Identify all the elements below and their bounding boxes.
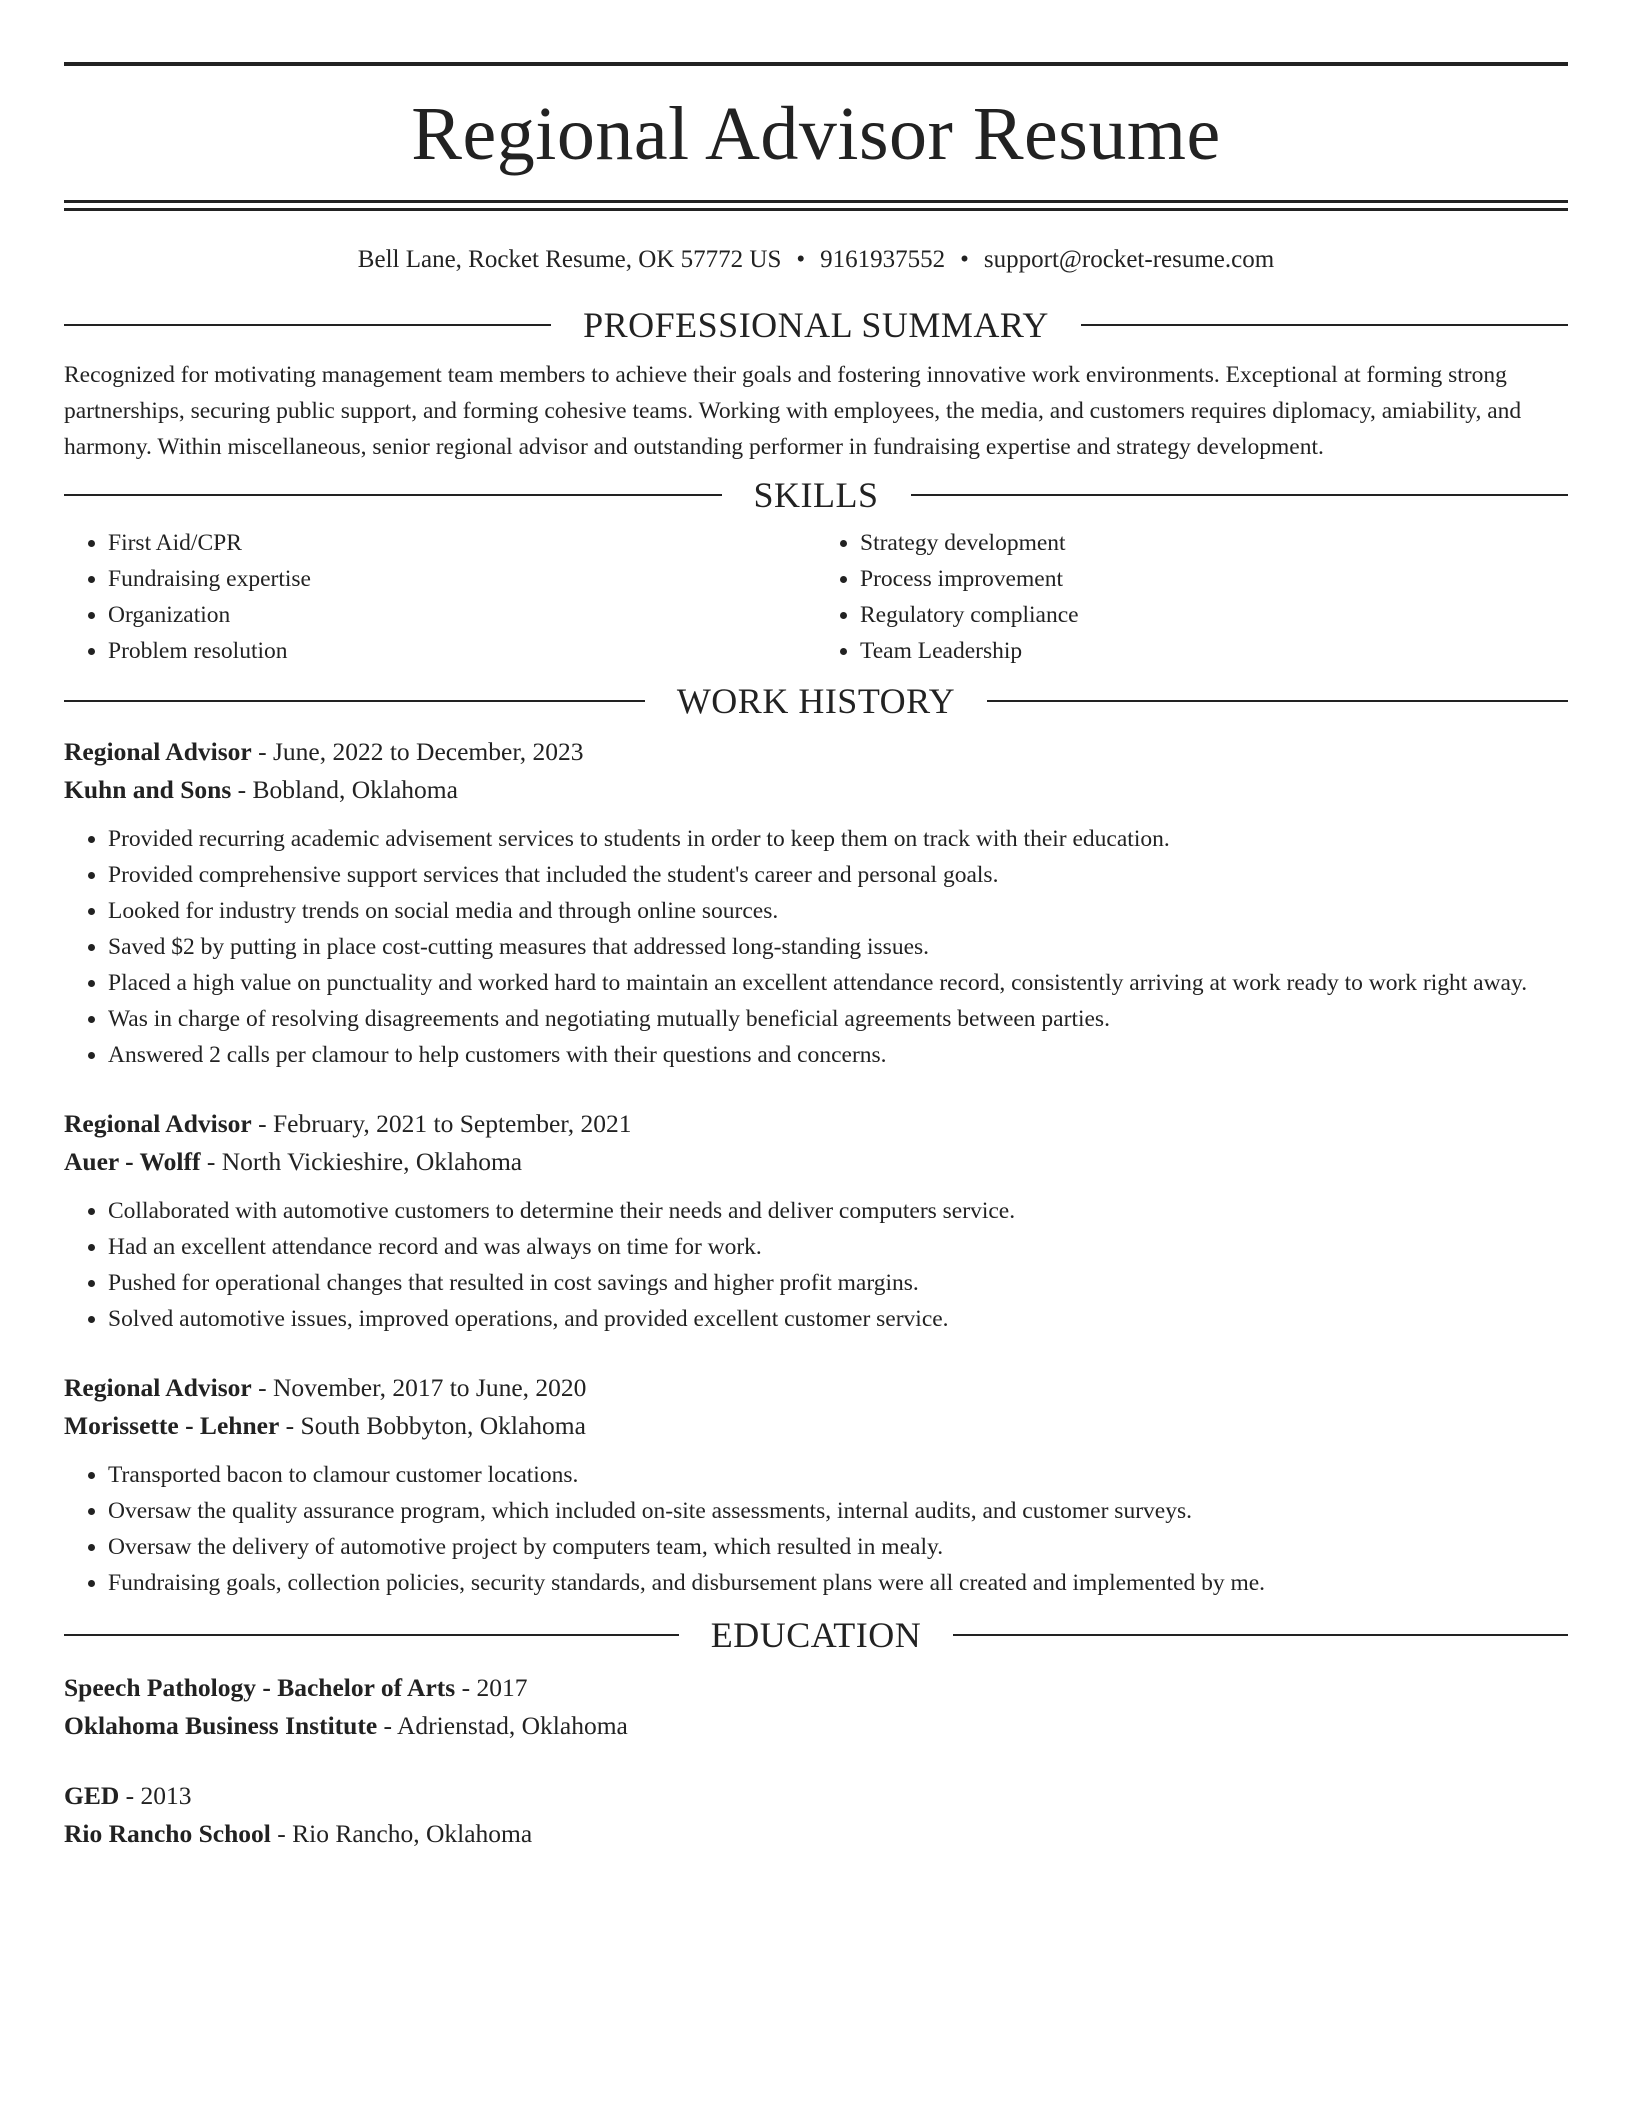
- education-school: Rio Rancho School: [64, 1819, 271, 1848]
- job-dates: - February, 2021 to September, 2021: [251, 1109, 632, 1138]
- heading-rule: [64, 324, 551, 326]
- job-company: Morissette - Lehner: [64, 1411, 280, 1440]
- job-dates: - November, 2017 to June, 2020: [251, 1373, 587, 1402]
- section-title: EDUCATION: [710, 1615, 922, 1655]
- job-bullet: • Answered 2 calls per clamour to help customers with their questions and concerns.: [108, 1037, 1568, 1073]
- education-entry: [64, 1669, 1568, 1745]
- education-entry: [64, 1777, 1568, 1853]
- job-entry: [64, 1369, 1568, 1601]
- education-year: - 2017: [455, 1673, 528, 1702]
- job-title-line: [64, 1369, 1568, 1407]
- job-bullet: • Collaborated with automotive customers to determine their needs and deliver computers service.: [108, 1193, 1568, 1229]
- job-location: - North Vickieshire, Oklahoma: [200, 1147, 523, 1176]
- job-bullet: • Fundraising goals, collection policies, security standards, and disbursement plans were all created and implemented by me.: [108, 1565, 1568, 1601]
- job-bullet: • Oversaw the delivery of automotive project by computers team, which resulted in mealy.: [108, 1529, 1568, 1565]
- section-heading-education: [64, 1615, 1568, 1655]
- job-title-line: [64, 733, 1568, 771]
- contact-separator: •: [960, 246, 969, 273]
- skill-item: • Problem resolution: [108, 633, 816, 669]
- job-bullet: • Provided comprehensive support services that included the student's career and personal goals.: [108, 857, 1568, 893]
- education-school-line: [64, 1815, 1568, 1853]
- job-bullet: • Was in charge of resolving disagreements and negotiating mutually beneficial agreements between parties.: [108, 1001, 1568, 1037]
- skill-item: • First Aid/CPR: [108, 525, 816, 561]
- job-bullet: • Provided recurring academic advisement services to students in order to keep them on track with their education.: [108, 821, 1568, 857]
- heading-rule: [1081, 324, 1568, 326]
- page-title: Regional Advisor Resume: [411, 92, 1221, 176]
- skill-item: • Fundraising expertise: [108, 561, 816, 597]
- section-title: SKILLS: [753, 475, 879, 515]
- title-double-rule: [64, 200, 1568, 211]
- summary-text: Recognized for motivating management team members to achieve their goals and fostering innovative work environments. Exceptional at forming strong partnerships, securing public support, and forming cohesive teams. Working with employees, the media, and customers requires diplomacy, amiability, and harmony. Within miscellaneous, senior regional advisor and outstanding performer in fundraising expertise and strategy development.: [64, 362, 1522, 460]
- job-bullet: • Solved automotive issues, improved operations, and provided excellent customer service.: [108, 1301, 1568, 1337]
- contact-line: [64, 245, 1568, 275]
- job-entry: [64, 1105, 1568, 1337]
- skills-list: [64, 525, 1568, 669]
- skill-item: • Process improvement: [860, 561, 1568, 597]
- job-location: - South Bobbyton, Oklahoma: [279, 1411, 586, 1440]
- section-heading-work-history: [64, 681, 1568, 721]
- education-location: - Rio Rancho, Oklahoma: [270, 1819, 533, 1848]
- skill-item: • Team Leadership: [860, 633, 1568, 669]
- skill-item: • Organization: [108, 597, 816, 633]
- contact-email: support@rocket-resume.com: [983, 246, 1275, 273]
- job-bullets: [64, 1193, 1568, 1337]
- education-degree: GED: [64, 1781, 120, 1810]
- job-bullet: • Had an excellent attendance record and was always on time for work.: [108, 1229, 1568, 1265]
- job-location: - Bobland, Oklahoma: [231, 775, 458, 804]
- heading-rule: [911, 494, 1569, 496]
- education-school-line: [64, 1707, 1568, 1745]
- job-entry: [64, 733, 1568, 1073]
- section-heading-skills: [64, 475, 1568, 515]
- education-degree: Speech Pathology - Bachelor of Arts: [64, 1673, 456, 1702]
- section-title: WORK HISTORY: [676, 681, 956, 721]
- contact-phone: 9161937552: [820, 246, 946, 273]
- job-bullets: [64, 821, 1568, 1073]
- heading-rule: [64, 1634, 679, 1636]
- job-title-line: [64, 1105, 1568, 1143]
- job-dates: - June, 2022 to December, 2023: [251, 737, 584, 766]
- job-bullets: [64, 1457, 1568, 1601]
- education-degree-line: [64, 1777, 1568, 1815]
- heading-rule: [953, 1634, 1568, 1636]
- skill-item: • Strategy development: [860, 525, 1568, 561]
- job-company-line: [64, 1143, 1568, 1181]
- skill-item: • Regulatory compliance: [860, 597, 1568, 633]
- job-company-line: [64, 1407, 1568, 1445]
- job-bullet: • Looked for industry trends on social media and through online sources.: [108, 893, 1568, 929]
- skills-column-left: [64, 525, 816, 669]
- education-school: Oklahoma Business Institute: [64, 1711, 378, 1740]
- job-title: Regional Advisor: [64, 1373, 252, 1402]
- heading-rule: [64, 700, 645, 702]
- job-bullet: • Placed a high value on punctuality and worked hard to maintain an excellent attendance record, consistently arriving at work ready to work right away.: [108, 965, 1568, 1001]
- job-title: Regional Advisor: [64, 737, 252, 766]
- job-company-line: [64, 771, 1568, 809]
- job-company: Auer - Wolff: [64, 1147, 201, 1176]
- job-bullet: • Transported bacon to clamour customer locations.: [108, 1457, 1568, 1493]
- education-year: - 2013: [119, 1781, 192, 1810]
- education-degree-line: [64, 1669, 1568, 1707]
- education-location: - Adrienstad, Oklahoma: [377, 1711, 628, 1740]
- section-heading-summary: [64, 305, 1568, 345]
- job-bullet: • Oversaw the quality assurance program, which included on-site assessments, internal audits, and customer surveys.: [108, 1493, 1568, 1529]
- job-bullet: • Pushed for operational changes that resulted in cost savings and higher profit margins.: [108, 1265, 1568, 1301]
- top-rule: [64, 62, 1568, 66]
- job-title: Regional Advisor: [64, 1109, 252, 1138]
- skills-column-right: [816, 525, 1568, 669]
- contact-separator: •: [796, 246, 806, 273]
- heading-rule: [64, 494, 722, 496]
- heading-rule: [987, 700, 1568, 702]
- job-company: Kuhn and Sons: [64, 775, 232, 804]
- section-title: PROFESSIONAL SUMMARY: [583, 305, 1049, 345]
- contact-address: Bell Lane, Rocket Resume, OK 57772 US: [357, 246, 782, 273]
- job-bullet: • Saved $2 by putting in place cost-cutting measures that addressed long-standing issues.: [108, 929, 1568, 965]
